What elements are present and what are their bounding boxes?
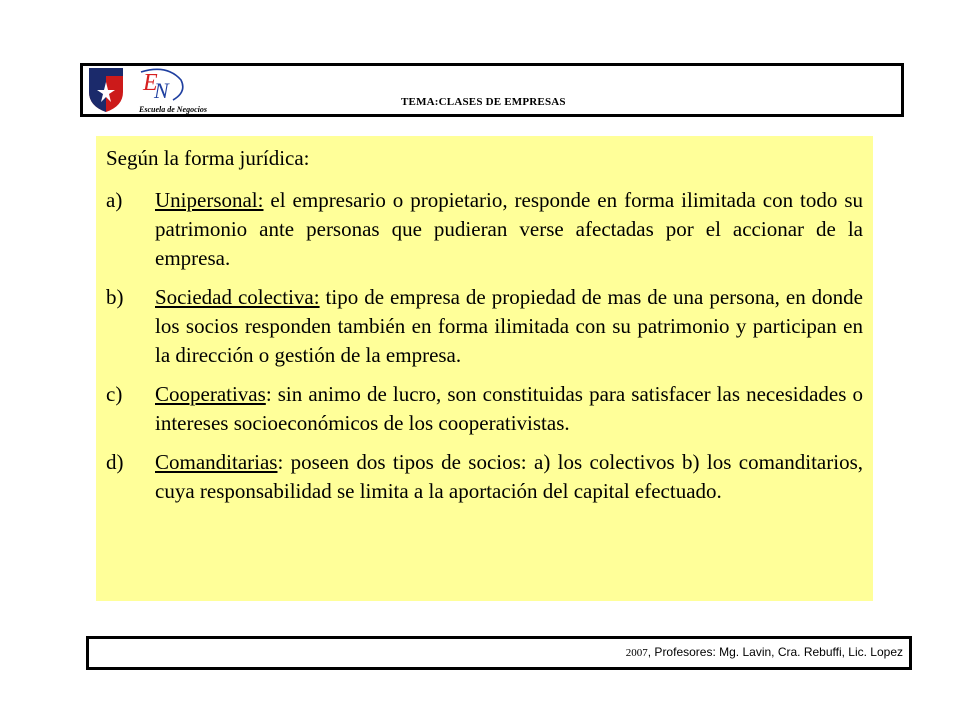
university-shield-logo — [89, 68, 123, 112]
list-item-unipersonal — [106, 186, 863, 273]
svg-text:E: E — [143, 70, 158, 96]
term-description: el empresario o propietario, responde en forma ilimitada con todo su patrimonio ante personas que pudieran verse afectadas por el accionar de la empresa. — [155, 188, 863, 270]
escuela-de-negocios-logo — [137, 66, 215, 114]
footer-authors: , Profesores: Mg. Lavin, Cra. Rebuffi, Lic. Lopez — [647, 645, 903, 659]
list-item-text — [155, 186, 863, 273]
term-description: : poseen dos tipos de socios: a) los colectivos b) los comanditarios, cuya responsabilidad se limita a la aportación del capital efectuado. — [155, 450, 863, 503]
list-item-comanditarias — [106, 448, 863, 506]
header-box — [80, 63, 904, 117]
topic-title: TEMA:CLASES DE EMPRESAS — [401, 96, 566, 108]
list-marker: a) — [106, 188, 123, 212]
svg-text:Escuela de Negocios: Escuela de Negocios — [139, 105, 207, 114]
list-item-text — [155, 448, 863, 506]
footer-year: 2007 — [625, 647, 648, 659]
term-label: Cooperativas — [155, 382, 266, 406]
footer-credits — [626, 645, 903, 659]
content-panel — [96, 136, 873, 601]
term-description: tipo de empresa de propiedad de mas de una persona, en donde los socios responden también en forma ilimitada con su patrimonio y participan en la dirección o gestión de la empresa. — [155, 285, 863, 367]
list-item-cooperativas — [106, 380, 863, 438]
list-item-text — [155, 283, 863, 370]
svg-text:N: N — [154, 78, 169, 103]
list-marker: d) — [106, 450, 124, 474]
term-description: : sin animo de lucro, son constituidas para satisfacer las necesidades o intereses socioeconómicos de los cooperativistas. — [155, 382, 863, 435]
list-marker: b) — [106, 285, 124, 309]
list-item-sociedad-colectiva — [106, 283, 863, 370]
footer-box — [86, 636, 912, 670]
term-label: Unipersonal: — [155, 188, 264, 212]
term-label: Sociedad colectiva: — [155, 285, 320, 309]
term-label: Comanditarias — [155, 450, 278, 474]
intro-text: Según la forma jurídica: — [106, 146, 310, 170]
list-item-text — [155, 380, 863, 438]
list-marker: c) — [106, 382, 123, 406]
